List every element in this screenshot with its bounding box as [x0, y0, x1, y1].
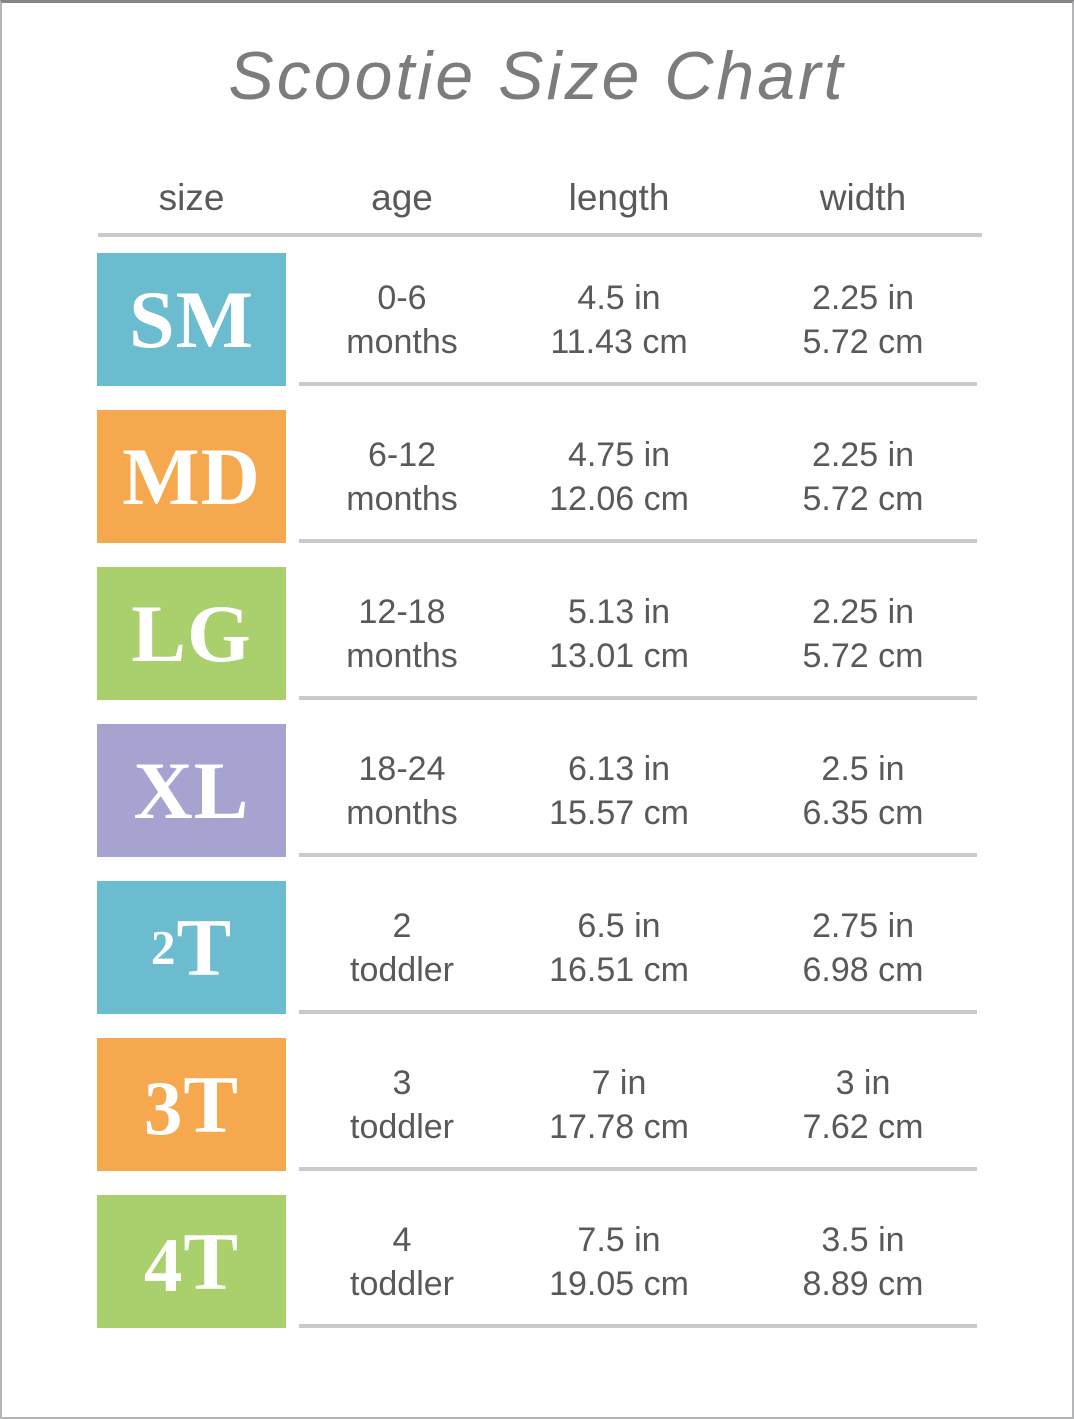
size-badge-3t	[97, 1038, 286, 1171]
size-badge-digit: 4	[143, 1222, 184, 1309]
row-divider	[299, 539, 977, 543]
length-cell	[518, 567, 720, 700]
table-row-3t	[97, 1038, 1072, 1171]
age-cell	[286, 253, 518, 386]
width-cell	[720, 567, 1006, 700]
length-cm: 13.01 cm	[549, 636, 689, 675]
column-header-width: width	[819, 177, 907, 219]
column-header-size: size	[158, 177, 225, 219]
width-cm: 5.72 cm	[802, 322, 924, 361]
age-unit: months	[346, 636, 458, 675]
age-unit: toddler	[350, 950, 454, 989]
length-in: 4.75 in	[567, 435, 671, 474]
width-cm: 6.98 cm	[802, 950, 924, 989]
width-cm: 5.72 cm	[802, 636, 924, 675]
width-in: 2.75 in	[811, 906, 915, 945]
width-cell	[720, 410, 1006, 543]
length-in: 6.5 in	[577, 906, 661, 945]
table-row-md	[97, 410, 1072, 543]
row-divider	[299, 696, 977, 700]
size-badge-label: T	[183, 1215, 240, 1307]
column-header-age: age	[371, 177, 433, 219]
width-cm: 7.62 cm	[802, 1107, 924, 1146]
length-cell	[518, 1038, 720, 1171]
width-cm: 8.89 cm	[802, 1264, 924, 1303]
age-unit: toddler	[350, 1264, 454, 1303]
width-cell	[720, 1038, 1006, 1171]
row-divider	[299, 1324, 977, 1328]
age-unit: months	[346, 322, 458, 361]
table-row-lg	[97, 567, 1072, 700]
table-row-xl	[97, 724, 1072, 857]
age-value: 18-24	[358, 749, 446, 788]
header-divider	[98, 233, 982, 237]
width-cell	[720, 253, 1006, 386]
table-row-4t	[97, 1195, 1072, 1328]
length-cell	[518, 253, 720, 386]
length-in: 7.5 in	[577, 1220, 661, 1259]
size-badge-digit: 2	[150, 920, 177, 976]
length-cm: 19.05 cm	[549, 1264, 689, 1303]
age-cell	[286, 1195, 518, 1328]
length-cm: 15.57 cm	[549, 793, 689, 832]
size-badge-label: MD	[122, 430, 261, 522]
length-cell	[518, 1195, 720, 1328]
width-cm: 5.72 cm	[802, 479, 924, 518]
age-cell	[286, 1038, 518, 1171]
length-in: 7 in	[591, 1063, 647, 1102]
length-cell	[518, 881, 720, 1014]
age-unit: toddler	[350, 1107, 454, 1146]
width-cm: 6.35 cm	[802, 793, 924, 832]
size-badge-label: T	[183, 1058, 240, 1150]
age-value: 3	[392, 1063, 412, 1102]
length-in: 6.13 in	[567, 749, 671, 788]
length-cell	[518, 410, 720, 543]
width-in: 2.5 in	[821, 749, 905, 788]
size-badge-4t	[97, 1195, 286, 1328]
row-divider	[299, 382, 977, 386]
table-row-sm	[97, 253, 1072, 386]
width-in: 2.25 in	[811, 278, 915, 317]
age-cell	[286, 724, 518, 857]
length-cell	[518, 724, 720, 857]
length-cm: 16.51 cm	[549, 950, 689, 989]
age-unit: months	[346, 793, 458, 832]
size-badge-sm	[97, 253, 286, 386]
size-rows	[2, 253, 1072, 1328]
width-cell	[720, 724, 1006, 857]
row-divider	[299, 1167, 977, 1171]
length-in: 5.13 in	[567, 592, 671, 631]
age-cell	[286, 881, 518, 1014]
row-divider	[299, 1010, 977, 1014]
width-cell	[720, 1195, 1006, 1328]
age-unit: months	[346, 479, 458, 518]
width-in: 2.25 in	[811, 435, 915, 474]
age-cell	[286, 567, 518, 700]
age-value: 0-6	[377, 278, 427, 317]
length-cm: 12.06 cm	[549, 479, 689, 518]
size-badge-md	[97, 410, 286, 543]
age-value: 6-12	[367, 435, 437, 474]
age-value: 2	[392, 906, 412, 945]
size-badge-label: T	[176, 901, 233, 993]
size-badge-label: XL	[133, 744, 250, 836]
width-in: 2.25 in	[811, 592, 915, 631]
size-badge-xl	[97, 724, 286, 857]
width-in: 3.5 in	[821, 1220, 905, 1259]
width-cell	[720, 881, 1006, 1014]
age-value: 12-18	[358, 592, 446, 631]
age-value: 4	[392, 1220, 412, 1259]
size-badge-label: LG	[131, 587, 252, 679]
length-in: 4.5 in	[577, 278, 661, 317]
column-header-length: length	[568, 177, 670, 219]
size-badge-lg	[97, 567, 286, 700]
size-badge-2t	[97, 881, 286, 1014]
row-divider	[299, 853, 977, 857]
table-row-2t	[97, 881, 1072, 1014]
size-badge-label: SM	[129, 273, 254, 365]
size-badge-digit: 3	[143, 1065, 184, 1152]
length-cm: 17.78 cm	[549, 1107, 689, 1146]
age-cell	[286, 410, 518, 543]
width-in: 3 in	[835, 1063, 891, 1102]
length-cm: 11.43 cm	[550, 322, 688, 361]
table-header-row	[97, 177, 1072, 219]
page-title: Scootie Size Chart	[228, 38, 846, 114]
